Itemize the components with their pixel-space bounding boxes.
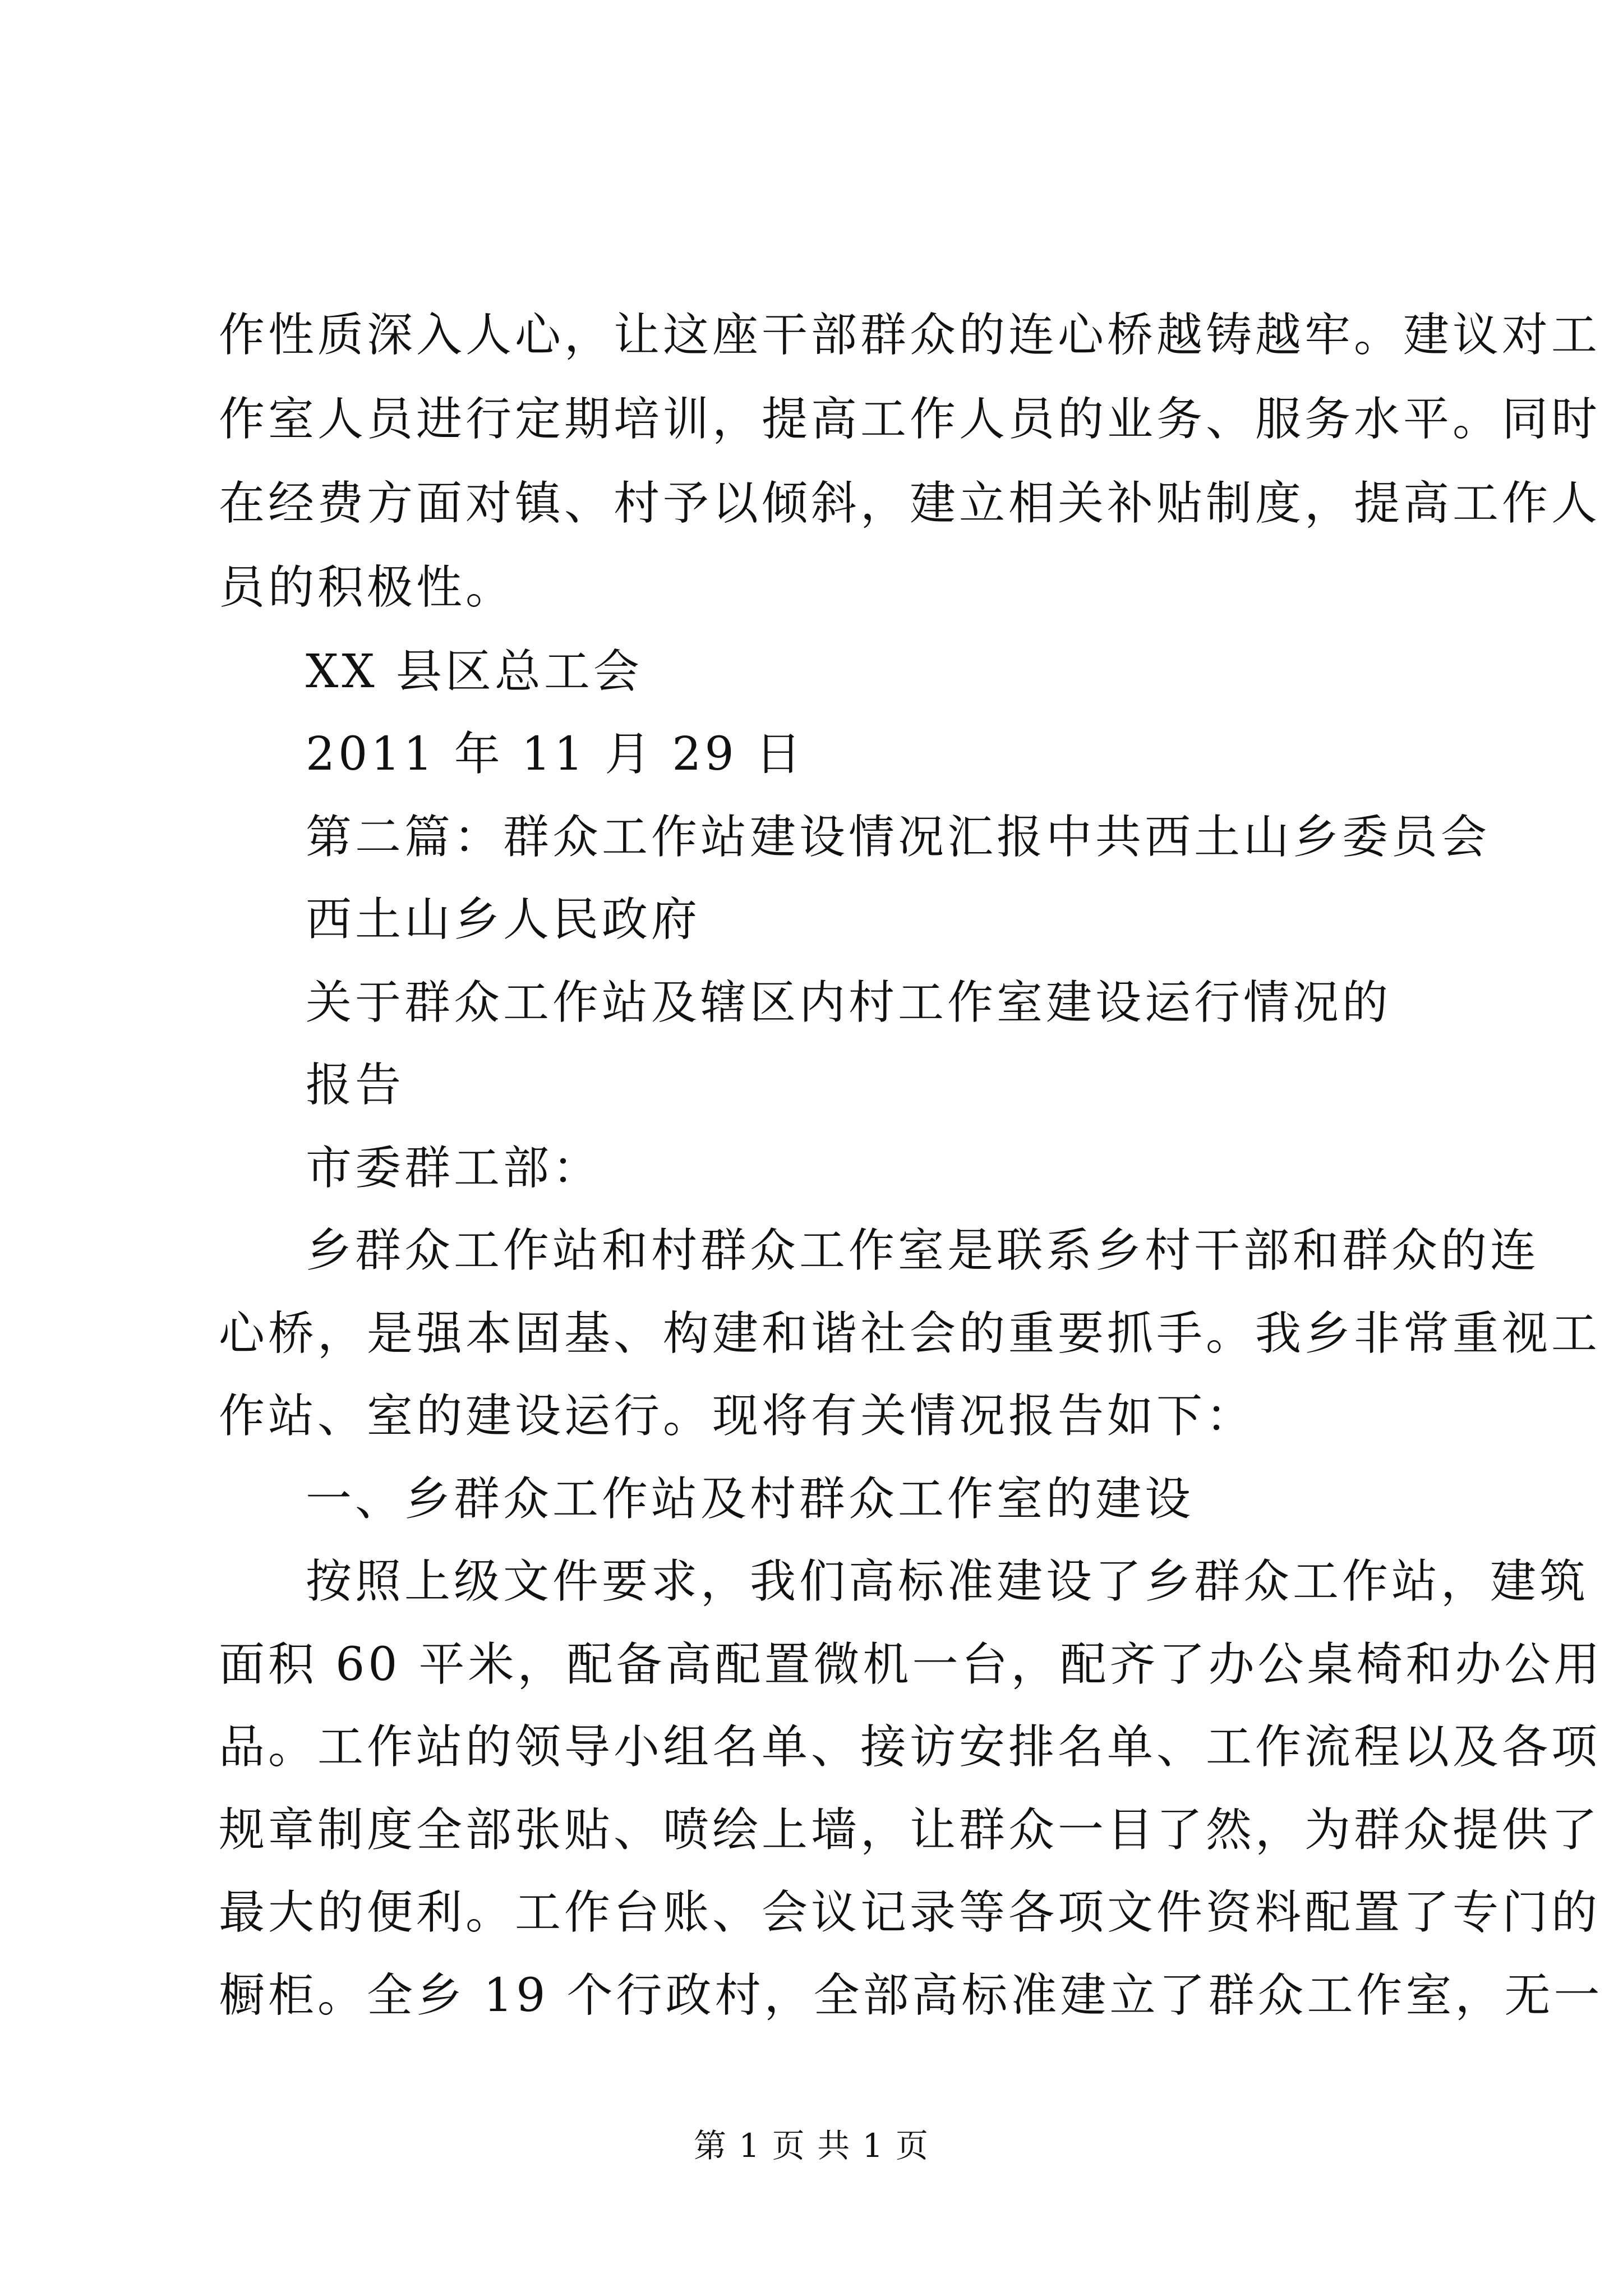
body-line-5: 面积 60 平米，配备高配置微机一台，配齐了办公桌椅和办公用 <box>219 1638 1603 1691</box>
report-title-line-1: 关于群众工作站及辖区内村工作室建设运行情况的 <box>306 976 1392 1029</box>
paragraph-line-4: 员的积极性。 <box>219 561 515 614</box>
body-line-9: 橱柜。全乡 19 个行政村，全部高标准建立了群众工作室，无一 <box>219 1969 1603 2022</box>
issuer-line: 西土山乡人民政府 <box>306 893 701 946</box>
body-line-6: 品。工作站的领导小组名单、接访安排名单、工作流程以及各项 <box>219 1720 1601 1774</box>
addressee: 市委群工部： <box>306 1142 602 1195</box>
body-line-7: 规章制度全部张贴、喷绘上墙，让群众一目了然，为群众提供了 <box>219 1803 1601 1857</box>
paragraph-line-1: 作性质深入人心，让这座干部群众的连心桥越铸越牢。建议对工 <box>219 309 1601 362</box>
subsection-heading: 一、乡群众工作站及村群众工作室的建设 <box>306 1473 1195 1526</box>
body-line-2: 心桥，是强本固基、构建和谐社会的重要抓手。我乡非常重视工 <box>219 1307 1601 1360</box>
section-heading: 第二篇：群众工作站建设情况汇报中共西土山乡委员会 <box>306 811 1491 864</box>
body-line-8: 最大的便利。工作台账、会议记录等各项文件资料配置了专门的 <box>219 1886 1601 1939</box>
body-line-1: 乡群众工作站和村群众工作室是联系乡村干部和群众的连 <box>306 1224 1540 1277</box>
body-line-3: 作站、室的建设运行。现将有关情况报告如下： <box>219 1389 1256 1443</box>
report-title-line-2: 报告 <box>306 1059 405 1112</box>
paragraph-line-3: 在经费方面对镇、村予以倾斜，建立相关补贴制度，提高工作人 <box>219 477 1601 530</box>
page-footer: 第 1 页 共 1 页 <box>694 2127 929 2165</box>
signature-date: 2011 年 11 月 29 日 <box>306 728 805 781</box>
signature-organization: XX 县区总工会 <box>306 645 643 698</box>
paragraph-line-2: 作室人员进行定期培训，提高工作人员的业务、服务水平。同时 <box>219 393 1601 446</box>
body-line-4: 按照上级文件要求，我们高标准建设了乡群众工作站，建筑 <box>306 1555 1589 1608</box>
